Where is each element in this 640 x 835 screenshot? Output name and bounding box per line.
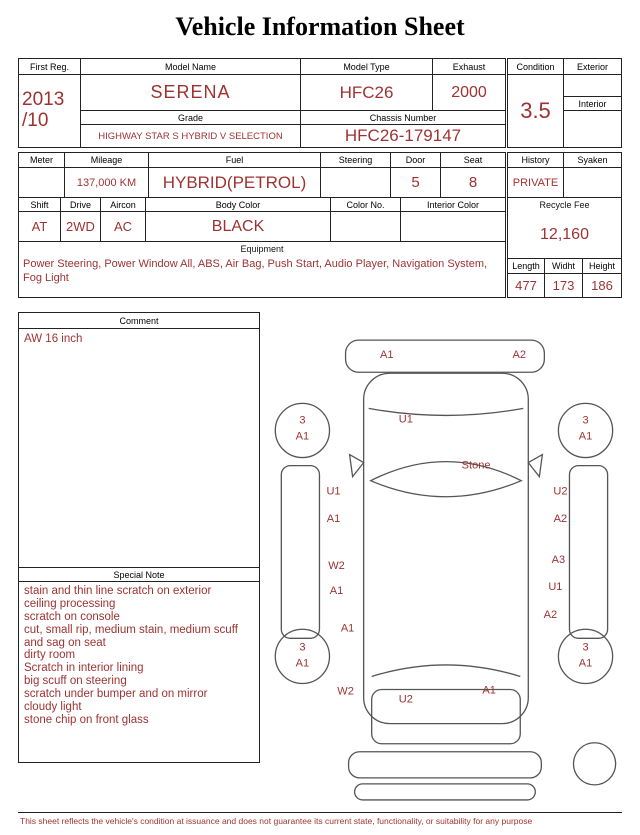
body-color-value: BLACK bbox=[146, 212, 331, 242]
spec-table bbox=[18, 152, 506, 298]
mileage-label: Mileage bbox=[65, 153, 149, 168]
aircon-value: AC bbox=[101, 212, 146, 242]
hood-line bbox=[369, 408, 524, 415]
history-box bbox=[507, 152, 622, 298]
rear-right-wheel-shape bbox=[558, 629, 612, 683]
spare-wheel-shape bbox=[573, 743, 615, 785]
diagram-label: U2 bbox=[553, 485, 568, 498]
diagram-label: W2 bbox=[328, 560, 345, 573]
note-line: dirty room bbox=[24, 649, 76, 662]
model-name-label: Model Name bbox=[81, 59, 301, 75]
seat-label: Seat bbox=[441, 153, 505, 168]
diagram-label: A2 bbox=[553, 512, 568, 525]
color-no-value bbox=[331, 212, 401, 242]
diagram-label: A3 bbox=[551, 554, 566, 567]
exhaust-label: Exhaust bbox=[433, 59, 505, 75]
note-line: scratch under bumper and on mirror bbox=[24, 688, 208, 700]
height-label: Height bbox=[583, 259, 621, 274]
note-line: scratch on console bbox=[24, 610, 120, 623]
comment-header: Comment bbox=[19, 313, 259, 329]
note-line: stain and thin line scratch on exterior bbox=[24, 585, 212, 597]
diagram-label: 3 bbox=[582, 641, 589, 654]
diagram-label: A1 bbox=[578, 657, 593, 670]
mileage-value: 137,000 KM bbox=[65, 168, 149, 198]
first-reg-label: First Reg. bbox=[19, 59, 81, 75]
length-label: Length bbox=[508, 259, 545, 274]
special-note-header: Special Note bbox=[19, 568, 259, 582]
diagram-label: A1 bbox=[482, 684, 496, 697]
spec-row-bottom bbox=[19, 198, 505, 242]
grade-value: HIGHWAY STAR S HYBRID V SELECTION bbox=[81, 125, 301, 147]
tailgate-shape bbox=[372, 690, 521, 744]
length-value: 477 bbox=[508, 274, 545, 297]
comment-text: AW 16 inch bbox=[24, 333, 83, 345]
vehicle-diagram-svg bbox=[268, 310, 640, 812]
special-note-box bbox=[18, 567, 260, 763]
recycle-fee-label: Recycle Fee bbox=[539, 200, 590, 210]
bottom-divider bbox=[18, 812, 622, 813]
registration-table bbox=[18, 58, 506, 148]
shift-value: AT bbox=[19, 212, 61, 242]
diagram-label: U1 bbox=[398, 413, 413, 426]
height-value: 186 bbox=[591, 278, 613, 293]
fuel-label: Fuel bbox=[149, 153, 321, 168]
note-line: ceiling processing bbox=[24, 597, 116, 610]
drive-label: Drive bbox=[61, 198, 101, 212]
diagram-label: A1 bbox=[340, 622, 355, 635]
steering-label: Steering bbox=[321, 153, 391, 168]
meter-value bbox=[19, 168, 65, 198]
spec-row-top bbox=[19, 153, 505, 198]
width-value: 173 bbox=[545, 274, 583, 297]
exterior-label: Exterior bbox=[564, 59, 621, 75]
condition-label: Condition bbox=[508, 59, 564, 75]
chassis-number-label: Chassis Number bbox=[301, 111, 505, 125]
drive-value: 2WD bbox=[61, 212, 101, 242]
history-grid bbox=[508, 153, 621, 198]
note-line: cut, small rip, medium stain, medium scuff and sag on seat bbox=[24, 623, 238, 649]
rear-bumper-shape bbox=[349, 752, 542, 778]
diagram-label: 3 bbox=[299, 641, 306, 654]
exhaust-value: 2000 bbox=[433, 75, 505, 111]
left-mirror-shape bbox=[350, 455, 364, 477]
left-side-panel-shape bbox=[281, 466, 319, 639]
interior-label: Interior bbox=[564, 97, 621, 111]
diagram-label: A1 bbox=[379, 349, 394, 362]
model-type-label: Model Type bbox=[301, 59, 433, 75]
right-side-panel-shape bbox=[569, 466, 607, 639]
dimensions-values bbox=[508, 274, 621, 297]
syaken-label: Syaken bbox=[564, 153, 621, 168]
diagram-label: 3 bbox=[299, 414, 306, 427]
disclaimer-text: This sheet reflects the vehicle's condition at issuance and does not guarantee its current state, functionality, or suitability for any purpose bbox=[20, 816, 533, 826]
car-body-shape bbox=[364, 373, 529, 723]
diagram-label: A2 bbox=[543, 609, 558, 622]
diagram-label: U1 bbox=[548, 581, 563, 594]
aircon-label: Aircon bbox=[101, 198, 146, 212]
diagram-label: A1 bbox=[326, 512, 341, 525]
recycle-fee-value: 12,160 bbox=[508, 212, 621, 259]
first-reg-month: /10 bbox=[22, 110, 49, 131]
note-line: cloudy light bbox=[24, 700, 82, 713]
grade-label: Grade bbox=[81, 111, 301, 125]
equipment-value: Power Steering, Power Window All, ABS, Air Bag, Push Start, Audio Player, Navigation System, Fog Light bbox=[23, 258, 488, 285]
note-line: Scratch in interior lining bbox=[24, 662, 144, 675]
syaken-value bbox=[564, 168, 621, 198]
diagram-label: 3 bbox=[582, 414, 589, 427]
condition-box bbox=[507, 58, 622, 148]
page-title: Vehicle Information Sheet bbox=[175, 12, 465, 41]
shift-label: Shift bbox=[19, 198, 61, 212]
exterior-score-cell bbox=[564, 75, 621, 97]
diagram-shapes bbox=[275, 340, 615, 800]
chassis-number-value: HFC26-179147 bbox=[344, 126, 462, 145]
meter-label: Meter bbox=[19, 153, 65, 168]
model-name-value: SERENA bbox=[81, 75, 301, 111]
diagram-label: Stone bbox=[461, 459, 491, 472]
windshield-shape bbox=[371, 459, 522, 497]
body-color-label: Body Color bbox=[146, 198, 331, 212]
diagram-label: A1 bbox=[295, 657, 310, 670]
diagram-label: W2 bbox=[337, 685, 354, 698]
vehicle-diagram bbox=[268, 310, 640, 812]
diagram-label: U1 bbox=[326, 485, 341, 498]
diagram-labels bbox=[296, 349, 593, 705]
note-line: big scuff on steering bbox=[24, 675, 127, 688]
history-value: PRIVATE bbox=[508, 168, 564, 198]
interior-score-cell bbox=[564, 111, 621, 147]
diagram-label: A1 bbox=[578, 430, 593, 443]
note-line: stone chip on front glass bbox=[24, 713, 149, 726]
seat-value: 8 bbox=[441, 168, 505, 198]
first-reg-year: 2013 bbox=[22, 89, 65, 111]
steering-value bbox=[321, 168, 391, 198]
interior-color-label: Interior Color bbox=[401, 198, 505, 212]
width-label: Widht bbox=[545, 259, 583, 274]
model-type-value: HFC26 bbox=[301, 75, 433, 111]
dimensions-labels bbox=[508, 259, 621, 274]
diagram-label: A1 bbox=[329, 585, 344, 598]
fuel-value: HYBRID(PETROL) bbox=[149, 168, 321, 198]
interior-color-value bbox=[401, 212, 505, 242]
diagram-label: A1 bbox=[295, 430, 310, 443]
equipment-label: Equipment bbox=[240, 244, 284, 254]
diagram-label: A2 bbox=[512, 349, 527, 362]
color-no-label: Color No. bbox=[331, 198, 401, 212]
condition-score: 3.5 bbox=[508, 75, 564, 147]
door-label: Door bbox=[391, 153, 441, 168]
history-label: History bbox=[508, 153, 564, 168]
door-value: 5 bbox=[391, 168, 441, 198]
first-reg-value bbox=[19, 75, 81, 147]
diagram-label: U2 bbox=[398, 693, 413, 706]
rear-window-line bbox=[372, 665, 521, 677]
rear-left-wheel-shape bbox=[275, 629, 329, 683]
special-note-body bbox=[19, 582, 259, 762]
right-mirror-shape bbox=[528, 455, 542, 477]
comment-box bbox=[18, 312, 260, 568]
rear-lower-bar-shape bbox=[355, 784, 536, 800]
